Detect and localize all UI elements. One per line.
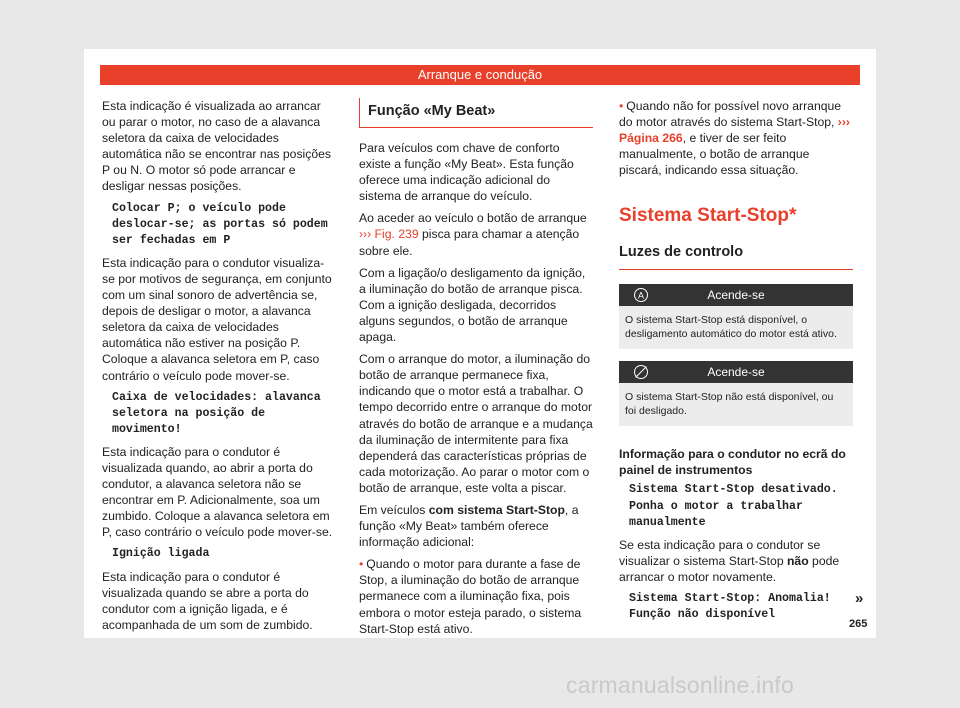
text: Quando não for possível novo arranque do motor através do sistema Start-Stop, [619,99,842,130]
lamp-label: Acende-se [707,288,765,303]
watermark: carmanualsonline.info [566,672,794,698]
display-message: Ignição ligada [112,547,210,561]
column-1 [102,98,336,639]
chapter-header: Arranque e condução [100,65,860,85]
display-message: Sistema Start-Stop desativado. Ponha o motor a trabalhar manualmente [629,483,838,529]
text: Ao aceder ao veículo o botão de arranque [359,211,587,226]
continued-arrow-icon: » [855,590,864,607]
lamp-label: Acende-se [707,365,765,380]
lamp-description: O sistema Start-Stop está disponível, o desligamento automático do motor está ativo. [619,306,853,349]
paragraph: Esta indicação para o condutor visualiza-se por motivos de segurança, em conjunto com um sinal sonoro de advertência se, depois de desligar o motor, a alavanca seletora da caixa de velocidades automática não estiver na posição P. Coloque a alavanca seletora em P, caso contrário o veículo pode mover-se. [102,255,332,383]
display-message: Caixa de velocidades: alavanca seletora na posição de movimento! [112,390,321,436]
figure-link[interactable]: ››› Fig. 239 [359,227,419,242]
text: Se esta indicação para o condutor se visualizar o sistema Start-Stop [619,537,821,568]
text: Em veículos [359,502,426,517]
info-heading: Informação para o condutor no ecrã do painel de instrumentos [619,447,846,478]
text: pode arrancar o motor novamente. [619,553,840,584]
section-heading: Função «My Beat» [359,98,593,128]
bullet-paragraph [619,98,853,178]
paragraph: Esta indicação para o condutor é visualizada quando se abre a porta do condutor com a ignição ligada, e é acompanhada de um som de zumbido. [102,569,313,632]
start-stop-off-icon [633,364,649,380]
paragraph: Para veículos com chave de conforto existe a função «My Beat». Esta função oferece uma indicação adicional do sistema de arranque do veículo. [359,141,574,204]
text: Quando o motor para durante a fase de Stop, a iluminação do botão de arranque permanece com a iluminação fixa, pois embora o motor esteja parado, o sistema Start-Stop está ativo. [359,557,582,636]
paragraph [359,502,593,550]
paragraph [619,537,853,585]
display-message: Sistema Start-Stop: Anomalia! Função não disponível [629,592,831,622]
paragraph: Esta indicação é visualizada ao arrancar ou parar o motor, no caso de a alavanca seletora da caixa de velocidades automática não se encontrar nas posições P ou N. O motor só pode arrancar e desligar nessas posições. [102,99,331,194]
subsection-title: Luzes de controlo [619,242,853,270]
text: , a função «My Beat» também oferece informação adicional: [359,502,579,550]
start-stop-active-icon [633,287,649,303]
page-number: 265 [849,618,868,630]
bullet-icon: • [619,99,624,113]
lamp-header-auto [619,284,853,306]
bullet-icon: • [359,557,364,572]
column-3 [619,98,853,629]
bold-text: não [786,553,809,568]
svg-text:A: A [637,290,645,301]
paragraph [359,210,593,258]
bullet-paragraph [359,556,593,636]
column-2 [359,98,593,643]
lamp-description: O sistema Start-Stop não está disponível, ou foi desligado. [619,383,853,426]
paragraph: Esta indicação para o condutor é visualizada quando, ao abrir a porta do condutor, a alavanca seletora não se encontrar em P. Adicionalmente, soa um zumbido. Coloque a alavanca seletora em P, caso contrário o veículo pode mover-se. [102,444,333,540]
display-message: Colocar P; o veículo pode deslocar-se; as portas só podem ser fechadas em P [112,201,328,247]
lamp-header-off [619,361,853,383]
page-link[interactable]: ››› Página 266 [619,115,850,146]
text: , e tiver de ser feito manualmente, o botão de arranque piscará, indicando essa situação. [619,131,810,178]
paragraph: Com o arranque do motor, a iluminação do botão de arranque permanece fixa, indicando que o motor está a trabalhar. O tempo decorrido entre o arranque do motor através do botão de arranque e a mudança da iluminação de intermitente para fixa dependerá das características próprias de cada motorização. Ao parar o motor com o botão de arranque, este volta a piscar. [359,352,593,495]
text: pisca para chamar a atenção sobre ele. [359,227,580,258]
section-title: Sistema Start-Stop* [619,205,797,227]
paragraph: Com a ligação/o desligamento da ignição, a iluminação do botão de arranque pisca. Com a ignição desligada, decorridos alguns segundos, o botão de arranque apaga. [359,265,586,345]
bold-text: com sistema Start-Stop [428,502,565,517]
